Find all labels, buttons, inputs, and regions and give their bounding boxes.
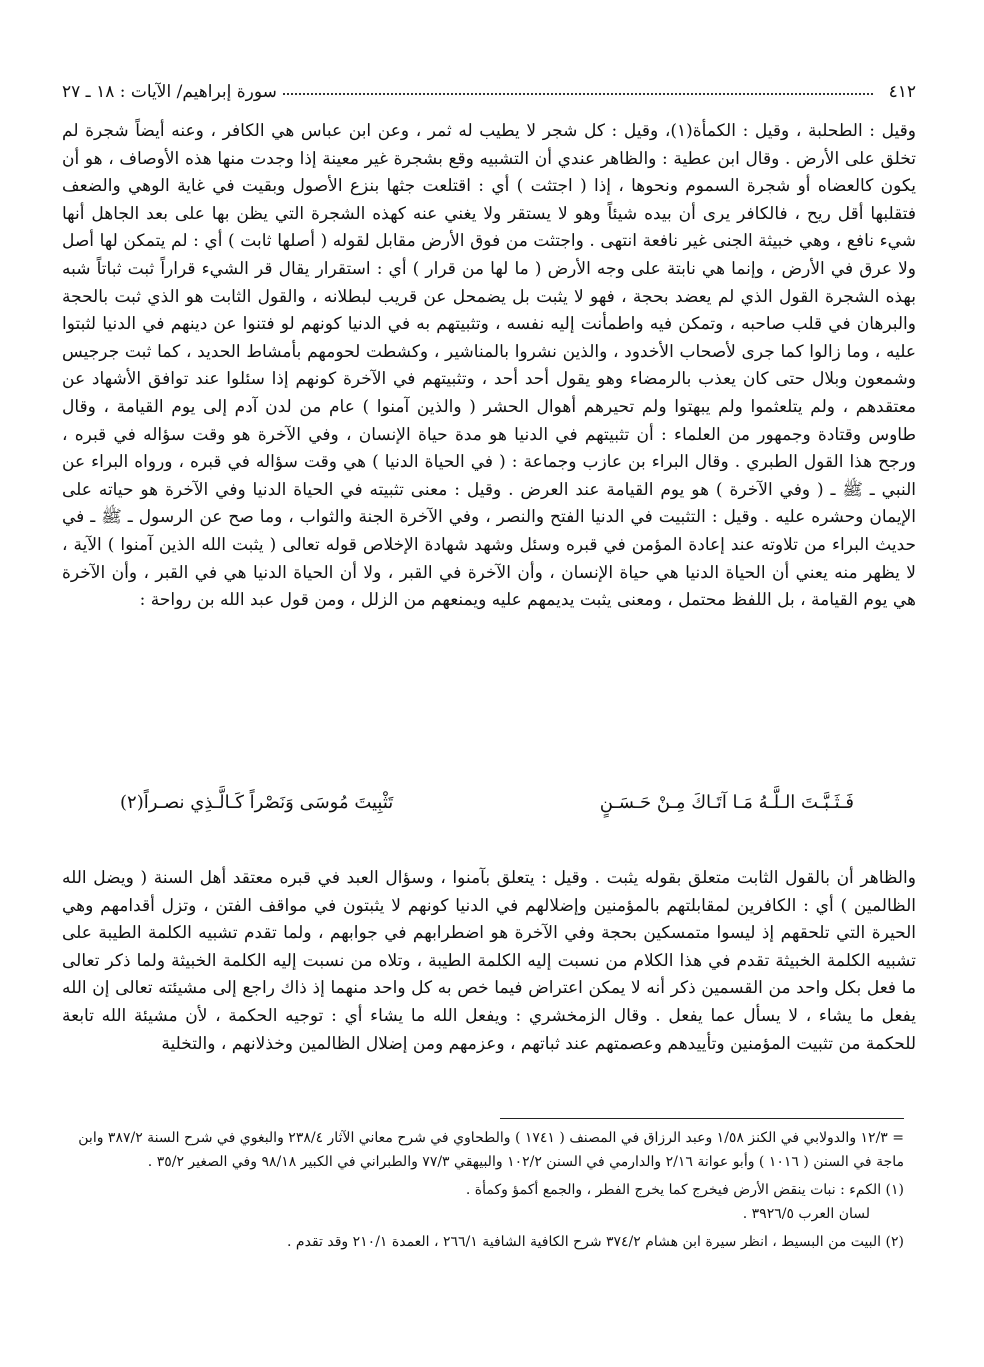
footnote-separator [500,1118,904,1119]
commentary-paragraph-2: والظاهر أن بالقول الثابت متعلق بقوله يثبت . وقيل : يتعلق بآمنوا ، وسؤال العبد في قبره معتقد أهل السنة ( ويضل الله الظالمين ) أي : الكافرين لمقابلتهم بالمؤمنين وإضلالهم في الدنيا كونهم لا يثبتون في مواقف الفتن ، وتزل أقدامهم وهي الحيرة التي تلحقهم إذ ليسوا متمسكين بحجة وفي الآخرة هو اضطرابهم في جوابهم ، ولما تقدم تشبيه الكلمة الطيبة على تشبيه الكلمة الخبيثة تقدم في هذا الكلام من نسبت إليه الكلمة الطيبة ، وتلاه من نسبت إليه الكلمة الخبيثة ولما ذكر تعالى ما فعل بكل واحد من القسمين ذكر أنه لا يمكن اعتراض فيما خص به كل واحد منهما إذ ذاك راجع إلى مشيئته تعالى إن الله يفعل ما يشاء ، لا يسأل عما يفعل . وقال الزمخشري : ويفعل الله ما يشاء أي : توجيه الحكمة ، لأن مشيئة الله تابعة للحكمة من تثبيت المؤمنين وتأييدهم وعصمتهم عند ثباتهم ، وعزمهم ومن إضلال الظالمين وخذلانهم ، والتخلية [62,868,916,1054]
poetry-verse [120,792,854,826]
running-header [62,68,916,102]
verse-second-hemistich: تَثْبِيتَ مُوسَى وَنَصْراً كَـالَّـذِي نصـراً(٢) [120,792,394,813]
footnote-1-source: لسان العرب ٣٩٢٦/٥ . [742,1206,870,1222]
footnote-2-text: البيت من البسيط ، انظر سيرة ابن هشام ٣٧٤/٢ شرح الكافية الشافية ٢٦٦/١ ، العمدة ٢١٠/١ وقد تقدم . [287,1234,882,1250]
header-dotted-leader [283,93,873,95]
page-number: ٤١٢ [888,82,916,102]
footnote-1-source-line [62,1202,870,1226]
footnote-1-text: الكمء : نبات ينقض الأرض فيخرج كما يخرج الفطر ، والجمع أكمؤ وكمأة . [465,1182,882,1198]
footnote-1-marker: (١) [885,1182,904,1198]
footnotes [62,1126,904,1254]
verse-first-hemistich: فَـثَـبَّـتَ الـلَّـهُ مَـا آتَـاكَ مِـنْ حَـسَـنٍ [599,792,854,813]
footnote-2 [62,1230,904,1254]
commentary-paragraph: وقيل : الطحلبة ، وقيل : الكمأة(١)، وقيل : كل شجر لا يطيب له ثمر ، وعن ابن عباس هي الكافر ، وعنه أيضاً شجرة لم تخلق على الأرض . وقال ابن عطية : والظاهر عندي أن التشبيه وقع بشجرة غير معينة إذا وجدت منها هذه الأوصاف ، هو أن يكون كالعضاه أو شجرة السموم ونحوها ، إذا ( اجتثت ) أي : اقتلعت جثها بنزع الأصول وبقيت في غاية الوهي والضعف فتقلبها أقل ريح ، فالكافر يرى أن بيده شيئاً وهو لا يستقر ولا يغني عنه كهذه الشجرة التي يظن بها على بعد الجاهل أنها شيء نافع ، وهي خبيثة الجنى غير نافعة انتهى . واجتثت من فوق الأرض مقابل لقوله ( أصلها ثابت ) أي : لم يتمكن لها أصل ولا عرق في الأرض ، وإنما هي نابتة على وجه الأرض ( ما لها من قرار ) أي : استقرار يقال قر الشيء قراراً ثبت ثباتاً شبه بهذه الشجرة القول الذي لم يعضد بحجة ، فهو لا يثبت بل يضمحل عن قريب لبطلانه ، والقول الثابت هو الذي ثبت بالحجة والبرهان في قلب صاحبه ، وتمكن فيه واطمأنت إليه نفسه ، وتثبيتهم به في الدنيا كونهم لو فتنوا عن دينهم في الدنيا لثبتوا عليه ، وما زالوا كما جرى لأصحاب الأخدود ، والذين نشروا بالمناشير ، وكشطت لحومهم بأمشاط الحديد ، كما ثبت جرجيس وشمعون وبلال حتى كان يعذب بالرمضاء وهو يقول أحد أحد ، وتثبيتهم في الآخرة كونهم إذا سئلوا عند توافق الأشهاد عن معتقدهم ، ولم يتلعثموا ولم يبهتوا ولم تحيرهم أهوال الحشر ( والذين آمنوا ) عام من لدن آدم إلى يوم القيامة ، وقال طاوس وقتادة وجمهور من العلماء : أن تثبيتهم في الدنيا هو مدة حياة الإنسان ، وفي الآخرة هو وقت سؤاله في قبره ، ورجح هذا القول الطبري . وقال البراء بن عازب وجماعة : ( في الحياة الدنيا ) هي وقت سؤاله في قبره ، ورواه البراء عن النبي ـ ﷺ ـ ( وفي الآخرة ) هو يوم القيامة عند العرض . وقيل : معنى تثبيته في الحياة الدنيا وفي الآخرة هو حياته على الإيمان وحشره عليه . وقيل : التثبيت في الدنيا الفتح والنصر ، وفي الآخرة الجنة والثواب ، وما صح عن الرسول ـ ﷺ ـ في حديث البراء من تلاوته عند إعادة المؤمن في قبره وسئل وشهد شهادة الإخلاص قوله تعالى ( يثبت الله الذين آمنوا ) الآية ، لا يظهر منه يعني أن الحياة الدنيا هي حياة الإنسان ، وأن الآخرة في القبر ، ولا أن الحياة الدنيا هي في القبر ، وأن الآخرة هي يوم القيامة ، بل اللفظ محتمل ، ومعنى يثبت يديمهم عليه ويمنعهم من الزلل ، ومن قول عبد الله بن رواحة : [62,121,916,611]
footnote-continued: = ١٢/٣ والدولابي في الكنز ١/٥٨ وعبد الرزاق في المصنف ( ١٧٤١ ) والطحاوي في شرح معاني الآثار ٢٣٨/٤ والبغوي في شرح السنة ٣٨٧/٢ وابن ماجة في السنن ( ١٠١٦ ) وأبو عوانة ٢/١٦ والدارمي في السنن ١٠٢/٢ والبيهقي ٧٧/٣ والطبراني في الكبير ٩٨/١٨ وفي الصغير ٣٥/٢ . [78,1130,904,1170]
main-text [62,118,916,615]
main-text-continued [62,848,916,1075]
header-title: سورة إبراهيم/ الآيات : ١٨ ـ ٢٧ [62,82,277,102]
footnote-2-marker: (٢) [885,1234,904,1250]
footnote-1 [62,1178,904,1202]
